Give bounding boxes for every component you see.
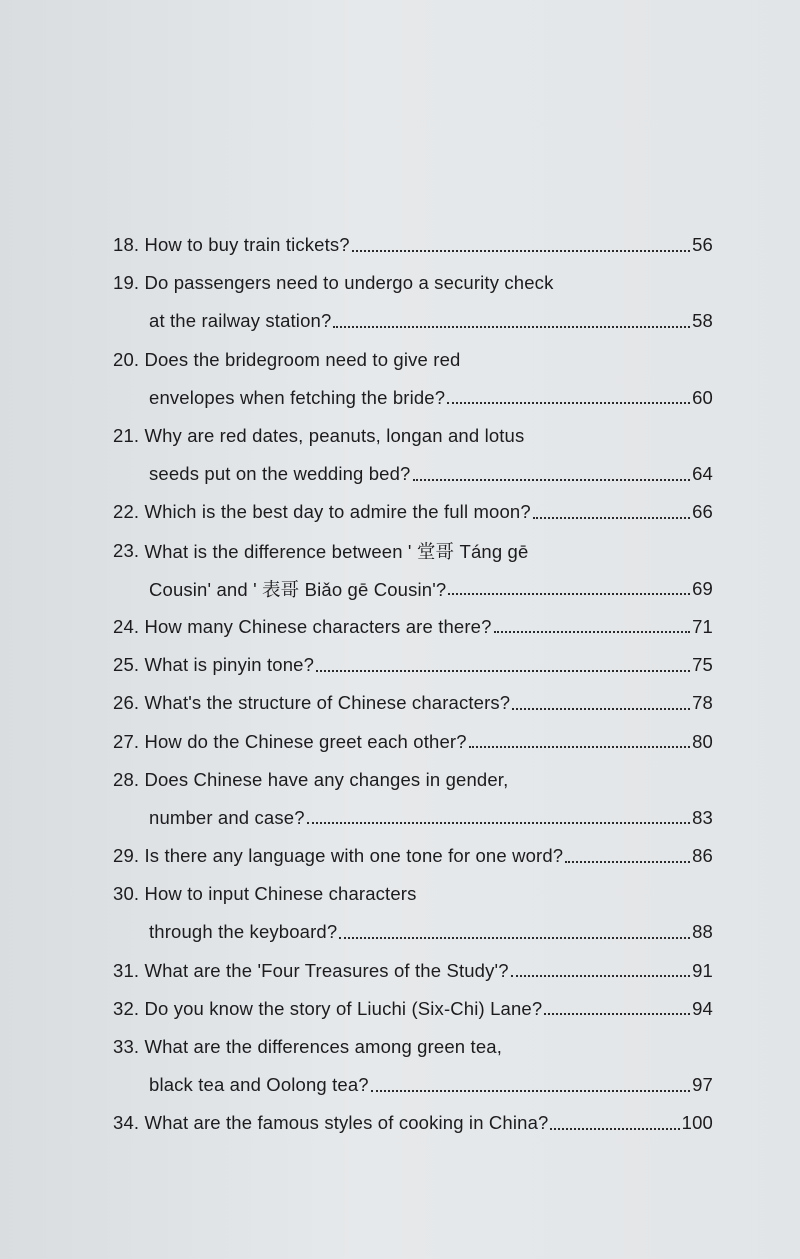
toc-entry-title: What are the famous styles of cooking in China? bbox=[144, 1112, 549, 1134]
toc-entry bbox=[113, 990, 713, 1028]
toc-entry-line bbox=[113, 952, 713, 990]
toc-page-number: 75 bbox=[692, 654, 713, 676]
dot-leader bbox=[469, 744, 690, 748]
toc-entry bbox=[113, 532, 713, 608]
toc-entry-number: 26. bbox=[113, 692, 140, 714]
toc-page-number: 69 bbox=[692, 577, 713, 599]
toc-entry bbox=[113, 493, 713, 531]
toc-entry-line bbox=[113, 341, 713, 379]
toc-entry-line bbox=[113, 799, 713, 837]
toc-entry-number: 34. bbox=[113, 1112, 140, 1134]
toc-entry-line bbox=[113, 837, 713, 875]
dot-leader bbox=[544, 1011, 690, 1015]
dot-leader bbox=[447, 400, 690, 404]
toc-entry bbox=[113, 417, 713, 493]
toc-entry-line bbox=[113, 684, 713, 722]
toc-entry-title: number and case? bbox=[149, 806, 305, 828]
toc-entry-number: 20. bbox=[113, 348, 140, 370]
toc-entry-title: Why are red dates, peanuts, longan and lotus bbox=[144, 425, 525, 447]
toc-entry bbox=[113, 952, 713, 990]
toc-entry bbox=[113, 1104, 713, 1142]
toc-entry-line bbox=[113, 608, 713, 646]
toc-entry-number: 27. bbox=[113, 730, 140, 752]
toc-entry-line bbox=[113, 264, 713, 302]
toc-entry-title: envelopes when fetching the bride? bbox=[149, 386, 446, 408]
toc-entry-title: seeds put on the wedding bed? bbox=[149, 463, 411, 485]
toc-entry-line bbox=[113, 646, 713, 684]
toc-entry-line bbox=[113, 493, 713, 531]
toc-entry bbox=[113, 761, 713, 837]
dot-leader bbox=[533, 515, 690, 519]
toc-entry-number: 18. bbox=[113, 234, 140, 256]
toc-entry-title: Does the bridegroom need to give red bbox=[144, 348, 461, 370]
toc-page-number: 58 bbox=[692, 310, 713, 332]
toc-entry bbox=[113, 1028, 713, 1104]
dot-leader bbox=[371, 1088, 690, 1092]
toc-entry-line bbox=[113, 379, 713, 417]
dot-leader bbox=[494, 629, 691, 633]
toc-entry-line bbox=[113, 226, 713, 264]
toc-page-number: 91 bbox=[692, 959, 713, 981]
table-of-contents bbox=[113, 226, 713, 1143]
toc-entry-title: Is there any language with one tone for one word? bbox=[144, 845, 564, 867]
dot-leader bbox=[316, 668, 690, 672]
toc-page-number: 56 bbox=[692, 234, 713, 256]
toc-entry-line bbox=[113, 1104, 713, 1142]
toc-entry-title: How to input Chinese characters bbox=[144, 883, 417, 905]
toc-entry-title: What are the differences among green tea, bbox=[144, 1036, 502, 1058]
toc-entry-number: 28. bbox=[113, 768, 140, 790]
toc-page-number: 60 bbox=[692, 386, 713, 408]
toc-entry-number: 21. bbox=[113, 425, 140, 447]
dot-leader bbox=[512, 706, 690, 710]
toc-entry-number: 25. bbox=[113, 654, 140, 676]
toc-entry-title: Does Chinese have any changes in gender, bbox=[144, 768, 509, 790]
toc-page-number: 80 bbox=[692, 730, 713, 752]
toc-entry-line bbox=[113, 417, 713, 455]
toc-entry-title: What are the 'Four Treasures of the Study'? bbox=[144, 959, 509, 981]
toc-entry-line bbox=[113, 875, 713, 913]
dot-leader bbox=[307, 820, 690, 824]
dot-leader bbox=[352, 248, 690, 252]
toc-entry-title: through the keyboard? bbox=[149, 921, 338, 943]
toc-entry-title: How many Chinese characters are there? bbox=[144, 615, 492, 637]
toc-entry bbox=[113, 837, 713, 875]
toc-entry-number: 29. bbox=[113, 845, 140, 867]
toc-entry-line bbox=[113, 761, 713, 799]
toc-entry-title: black tea and Oolong tea? bbox=[149, 1074, 369, 1096]
toc-entry-title: What is pinyin tone? bbox=[144, 654, 315, 676]
toc-entry-title: at the railway station? bbox=[149, 310, 332, 332]
toc-page-number: 100 bbox=[681, 1112, 713, 1134]
toc-entry-title: Do you know the story of Liuchi (Six-Chi) Lane? bbox=[144, 997, 543, 1019]
toc-entry-line bbox=[113, 990, 713, 1028]
toc-entry-line bbox=[113, 1028, 713, 1066]
toc-entry bbox=[113, 608, 713, 646]
toc-page-number: 88 bbox=[692, 921, 713, 943]
toc-entry-title: What's the structure of Chinese characters? bbox=[144, 692, 511, 714]
toc-entry-number: 23. bbox=[113, 539, 140, 561]
dot-leader bbox=[413, 477, 691, 481]
toc-page-number: 78 bbox=[692, 692, 713, 714]
dot-leader bbox=[448, 591, 690, 595]
toc-page-number: 66 bbox=[692, 501, 713, 523]
toc-entry-title: Which is the best day to admire the full moon? bbox=[144, 501, 531, 523]
toc-entry bbox=[113, 646, 713, 684]
toc-entry-title: What is the difference between ' 堂哥 Táng gē bbox=[144, 540, 529, 562]
toc-entry bbox=[113, 722, 713, 760]
toc-entry-number: 24. bbox=[113, 615, 140, 637]
toc-entry-line bbox=[113, 570, 713, 608]
toc-entry-line bbox=[113, 302, 713, 340]
toc-entry-line bbox=[113, 1066, 713, 1104]
toc-entry-line bbox=[113, 913, 713, 951]
toc-page-number: 83 bbox=[692, 806, 713, 828]
toc-entry bbox=[113, 341, 713, 417]
dot-leader bbox=[565, 859, 690, 863]
toc-entry-number: 33. bbox=[113, 1036, 140, 1058]
toc-entry-title: How to buy train tickets? bbox=[144, 234, 350, 256]
toc-entry-title: Cousin' and ' 表哥 Biǎo gē Cousin'? bbox=[149, 578, 447, 600]
toc-entry-number: 30. bbox=[113, 883, 140, 905]
toc-entry-number: 19. bbox=[113, 272, 140, 294]
dot-leader bbox=[511, 973, 690, 977]
toc-entry-number: 32. bbox=[113, 997, 140, 1019]
toc-page-number: 64 bbox=[692, 463, 713, 485]
toc-entry-title: How do the Chinese greet each other? bbox=[144, 730, 467, 752]
toc-entry bbox=[113, 875, 713, 951]
toc-entry-number: 22. bbox=[113, 501, 140, 523]
toc-entry-line bbox=[113, 455, 713, 493]
toc-page-number: 86 bbox=[692, 845, 713, 867]
toc-page-number: 94 bbox=[692, 997, 713, 1019]
dot-leader bbox=[550, 1126, 679, 1130]
toc-entry bbox=[113, 264, 713, 340]
toc-entry-line bbox=[113, 722, 713, 760]
toc-entry-number: 31. bbox=[113, 959, 140, 981]
toc-page-number: 71 bbox=[692, 615, 713, 637]
toc-entry bbox=[113, 226, 713, 264]
toc-page-number: 97 bbox=[692, 1074, 713, 1096]
dot-leader bbox=[339, 935, 690, 939]
toc-entry-line bbox=[113, 532, 713, 570]
toc-entry-title: Do passengers need to undergo a security check bbox=[144, 272, 554, 294]
dot-leader bbox=[333, 324, 690, 328]
toc-entry bbox=[113, 684, 713, 722]
